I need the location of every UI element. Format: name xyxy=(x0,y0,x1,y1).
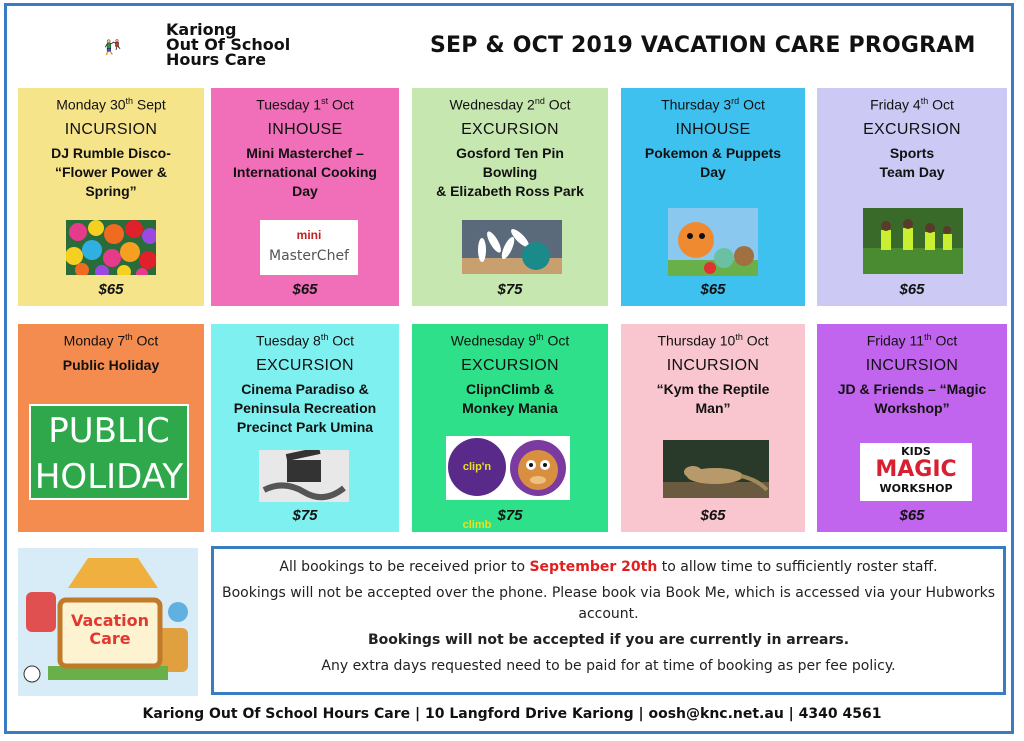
day-card xyxy=(18,88,204,306)
magic-logo-kids: KIDS xyxy=(901,445,931,458)
bowling-image xyxy=(462,220,562,274)
activity-description: Cinema Paradiso & Peninsula Recreation Precinct Park Umina xyxy=(233,381,377,435)
activity-description: Public Holiday xyxy=(62,357,160,373)
price: $75 xyxy=(497,507,523,524)
masterchef-logo-mini: mini xyxy=(296,228,322,242)
activity-type: EXCURSION xyxy=(461,357,559,374)
monkey-icon xyxy=(508,438,568,498)
price: $65 xyxy=(899,507,925,524)
booking-info-box xyxy=(211,546,1006,695)
public-holiday-sign xyxy=(29,404,189,500)
reptile-image xyxy=(663,440,769,498)
activity-description: “Kym the Reptile Man” xyxy=(656,381,770,416)
clipnclimb-badge: clip'n climb xyxy=(448,438,506,496)
activity-type: INCURSION xyxy=(666,357,760,374)
page-title: SEP & OCT 2019 VACATION CARE PROGRAM xyxy=(430,33,976,58)
public-holiday-line-1: PUBLIC xyxy=(48,411,170,451)
logo-line-3: Hours Care xyxy=(166,50,267,69)
kids-logo xyxy=(105,14,165,82)
activity-type: INHOUSE xyxy=(675,121,751,138)
day-card xyxy=(621,324,805,532)
flowers-image xyxy=(66,220,156,275)
activity-description: Sports Team Day xyxy=(879,145,945,180)
price: $65 xyxy=(98,281,124,298)
day-card xyxy=(211,88,399,306)
vacation-care-graphic xyxy=(18,548,198,696)
day-card xyxy=(817,324,1007,532)
magic-logo-magic: MAGIC xyxy=(875,457,957,482)
price: $65 xyxy=(292,281,318,298)
logo-line-2: Out Of School xyxy=(166,35,291,54)
day-label: Thursday 3rd Oct xyxy=(661,96,765,113)
day-card xyxy=(817,88,1007,306)
day-card xyxy=(18,324,204,532)
pokemon-image xyxy=(668,208,758,276)
price: $65 xyxy=(899,281,925,298)
activity-type: INHOUSE xyxy=(267,121,343,138)
day-label: Monday 7th Oct xyxy=(63,332,159,349)
logo-text xyxy=(166,22,290,67)
day-label: Friday 11th Oct xyxy=(866,332,958,349)
arrears-warning: Bookings will not be accepted if you are currently in arrears. xyxy=(367,632,850,648)
price: $65 xyxy=(700,507,726,524)
activity-type: INCURSION xyxy=(865,357,959,374)
vacation-care-line-1: Vacation xyxy=(70,611,150,630)
public-holiday-line-2: HOLIDAY xyxy=(34,457,184,497)
masterchef-logo xyxy=(260,220,358,275)
day-card xyxy=(621,88,805,306)
vacation-care-label xyxy=(60,612,160,648)
price: $65 xyxy=(700,281,726,298)
cinema-image xyxy=(259,450,349,502)
day-card xyxy=(412,88,608,306)
day-label: Wednesday 2nd Oct xyxy=(449,96,571,113)
day-label: Friday 4th Oct xyxy=(870,96,954,113)
magic-logo-workshop: WORKSHOP xyxy=(879,482,953,495)
day-label: Tuesday 1st Oct xyxy=(256,96,354,113)
day-label: Wednesday 9th Oct xyxy=(450,332,570,349)
day-card xyxy=(412,324,608,532)
activity-type: INCURSION xyxy=(64,121,158,138)
day-label: Thursday 10th Oct xyxy=(657,332,769,349)
day-label: Monday 30th Sept xyxy=(56,96,166,113)
day-card xyxy=(211,324,399,532)
activity-description: Gosford Ten Pin Bowling & Elizabeth Ross Park xyxy=(436,145,584,199)
day-label: Tuesday 8th Oct xyxy=(255,332,355,349)
activity-type: EXCURSION xyxy=(863,121,961,138)
booking-method-text: Bookings will not be accepted over the phone. Please book via Book Me, which is accessed via your Hubworks account. xyxy=(222,585,995,622)
magic-workshop-logo xyxy=(860,443,972,501)
footer-contact: Kariong Out Of School Hours Care | 10 Langford Drive Kariong | oosh@knc.net.au | 4340 4561 xyxy=(142,706,882,722)
price: $75 xyxy=(497,281,523,298)
activity-description: Mini Masterchef – International Cooking Day xyxy=(233,145,377,199)
booking-deadline-text: All bookings to be received prior to September 20th to allow time to sufficiently roster staff. xyxy=(279,559,938,575)
activity-description: JD & Friends – “Magic Workshop” xyxy=(837,381,987,416)
price: $75 xyxy=(292,507,318,524)
logo-line-1: Kariong xyxy=(166,20,237,39)
masterchef-logo-text: MasterChef xyxy=(268,248,349,264)
activity-type: EXCURSION xyxy=(256,357,354,374)
extra-days-text: Any extra days requested need to be paid for at time of booking as per fee policy. xyxy=(321,658,896,674)
vacation-care-line-2: Care xyxy=(89,629,131,648)
sports-image xyxy=(863,208,963,274)
activity-description: ClipnClimb & Monkey Mania xyxy=(462,381,558,416)
activity-description: DJ Rumble Disco- “Flower Power & Spring” xyxy=(51,145,171,199)
booking-deadline-date: September 20th xyxy=(529,559,658,575)
activity-type: EXCURSION xyxy=(461,121,559,138)
activity-description: Pokemon & Puppets Day xyxy=(644,145,782,180)
